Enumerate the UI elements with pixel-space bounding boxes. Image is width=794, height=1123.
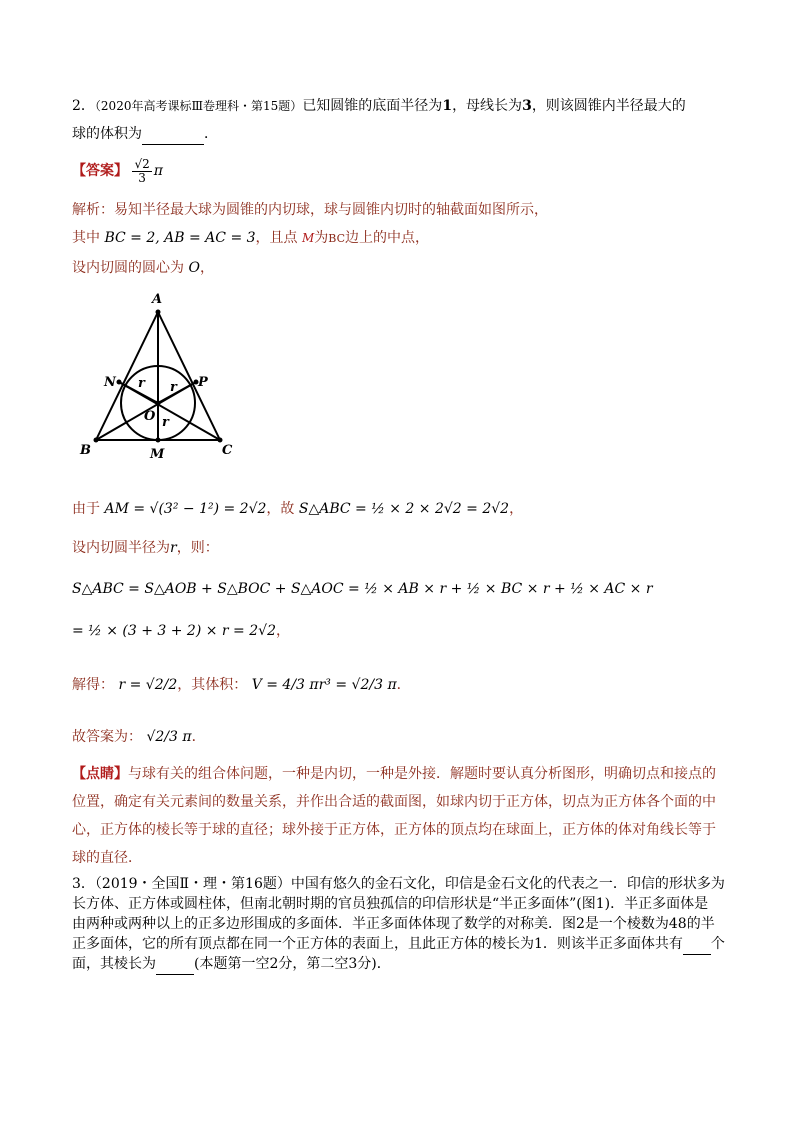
q2-slant-value: 3 <box>522 98 532 114</box>
radius-label: r <box>162 415 169 430</box>
q3-line3: 由两种或两种以上的正多边形围成的多面体．半正多面体体现了数学的对称美．图2是一个棱数为48的半 <box>72 916 715 932</box>
solution-text: 故答案为： <box>72 729 142 745</box>
q2-answer <box>72 156 163 186</box>
incircle-triangle-figure <box>72 288 252 464</box>
solution-line2 <box>72 228 429 249</box>
q2-stem-text: ，则该圆锥内半径最大的 <box>531 98 686 114</box>
answer-label: 【答案】 <box>72 163 128 179</box>
q2-stem-line2 <box>72 124 218 145</box>
q2-source: （2020年高考课标Ⅲ卷理科・第15题） <box>94 99 303 113</box>
solution-text: 设内切圆的圆心为 <box>72 260 184 276</box>
solution-text: 为 <box>314 230 329 246</box>
dianjing-label: 【点睛】 <box>72 766 128 782</box>
solution-line1: 解析：易知半径最大球为圆锥的内切球，球与圆锥内切时的轴截面如图所示， <box>72 202 548 218</box>
vertex-a-label: A <box>152 292 163 307</box>
q2-stem-text: 已知圆锥的底面半径为 <box>302 98 443 114</box>
area-equation-2 <box>72 614 290 648</box>
solution-text: ，则： <box>176 540 219 556</box>
solution-text: 设内切圆半径为 <box>72 540 170 556</box>
solution-set-r <box>72 538 219 558</box>
area-equation-text: S△ABC = S△AOB + S△BOC + S△AOC = ½ × AB × r + ½ × BC × r + ½ × AC × r <box>72 581 653 597</box>
vertex-b-label: B <box>80 443 91 458</box>
vertex-c-label: C <box>222 443 233 458</box>
solution-text: ，其体积： <box>177 677 248 693</box>
q3-line2: 长方体、正方体或圆柱体，但南北朝时期的官员独孤信的印信形状是“半正多面体”(图1)．半正多面体是 <box>72 896 709 912</box>
dianjing-line1 <box>72 764 716 784</box>
answer-numerator: √2 <box>134 156 150 171</box>
volume-result: V = 4/3 πr³ = √2/3 π <box>251 677 397 693</box>
final-answer-line <box>72 720 206 754</box>
q3-line1: 3．（2019・全国Ⅱ・理・第16题）中国有悠久的金石文化，印信是金石文化的代表之一．印信的形状多为 <box>72 876 725 892</box>
final-answer: √2/3 π <box>146 729 192 745</box>
point-m-figure-label: M <box>150 447 165 462</box>
answer-denominator: 3 <box>138 170 146 185</box>
solution-text: 由于 <box>72 501 100 517</box>
center-o-label: O <box>188 260 200 276</box>
dianjing-line4: 球的直径． <box>72 850 142 866</box>
answer-blank <box>683 934 711 955</box>
solution-text: ， <box>275 623 290 639</box>
q3-text: 面，其棱长为 <box>72 956 156 972</box>
answer-blank <box>156 954 194 975</box>
dianjing-text: 与球有关的组合体问题，一种是内切，一种是外接．解题时要认真分析图形，明确切点和接点的 <box>128 766 716 782</box>
solution-line3 <box>72 258 214 278</box>
radius-label: r <box>170 380 177 395</box>
solution-text: 解得： <box>72 677 114 693</box>
solution-math: BC = 2, AB = AC = 3 <box>104 230 256 246</box>
am-expression: AM = √(3² − 1²) = 2√2 <box>104 501 267 517</box>
dianjing-line3: 心，正方体的棱长等于球的直径；球外接于正方体，正方体的顶点均在球面上，正方体的体对角线长等于 <box>72 822 716 838</box>
answer-pi: π <box>153 163 163 179</box>
q3-line5 <box>72 954 391 975</box>
solution-text: ． <box>396 677 411 693</box>
q2-stem-text: ，母线长为 <box>452 98 523 114</box>
q3-text: 正多面体，它的所有顶点都在同一个正方体的表面上，且此正方体的棱长为1．则该半正多面体共有 <box>72 936 683 952</box>
answer-blank <box>142 124 204 145</box>
solution-am-line <box>72 492 523 526</box>
radius-result: r = √2/2 <box>118 677 178 693</box>
solution-text: ． <box>191 729 206 745</box>
answer-fraction <box>132 158 151 185</box>
q2-number: 2． <box>72 98 95 114</box>
point-p-label: P <box>198 375 208 390</box>
q3-text: (本题第一空2分，第二空3分)． <box>194 956 391 972</box>
area-equation <box>72 572 653 606</box>
segment-bc-label: BC <box>328 232 346 245</box>
q3-line4 <box>72 934 725 955</box>
solution-text: 其中 <box>72 230 100 246</box>
area-expression: S△ABC = ½ × 2 × 2√2 = 2√2 <box>298 501 510 517</box>
dianjing-line2: 位置，确定有关元素间的数量关系，并作出合适的截面图，如球内切于正方体，切点为正方体各个面的中 <box>72 794 716 810</box>
point-n-label: N <box>104 375 116 390</box>
area-equation2-text: = ½ × (3 + 3 + 2) × r = 2√2 <box>72 623 276 639</box>
radius-label: r <box>138 376 145 391</box>
q2-stem-text: ． <box>204 126 218 142</box>
radius-symbol: r <box>170 540 177 556</box>
q2-stem-line1 <box>72 96 686 116</box>
q2-stem-text: 球的体积为 <box>72 126 142 142</box>
solution-text: ， <box>509 501 524 517</box>
solution-text: ，故 <box>266 501 295 517</box>
q2-radius-value: 1 <box>442 98 453 114</box>
solution-text: ， <box>199 260 214 276</box>
q3-text: 个 <box>710 936 725 952</box>
solution-text: 边上的中点， <box>345 230 430 246</box>
solve-line <box>72 668 411 702</box>
center-o-figure-label: O <box>144 409 156 424</box>
point-m-label: M <box>302 231 315 245</box>
solution-text: ，且点 <box>255 230 298 246</box>
